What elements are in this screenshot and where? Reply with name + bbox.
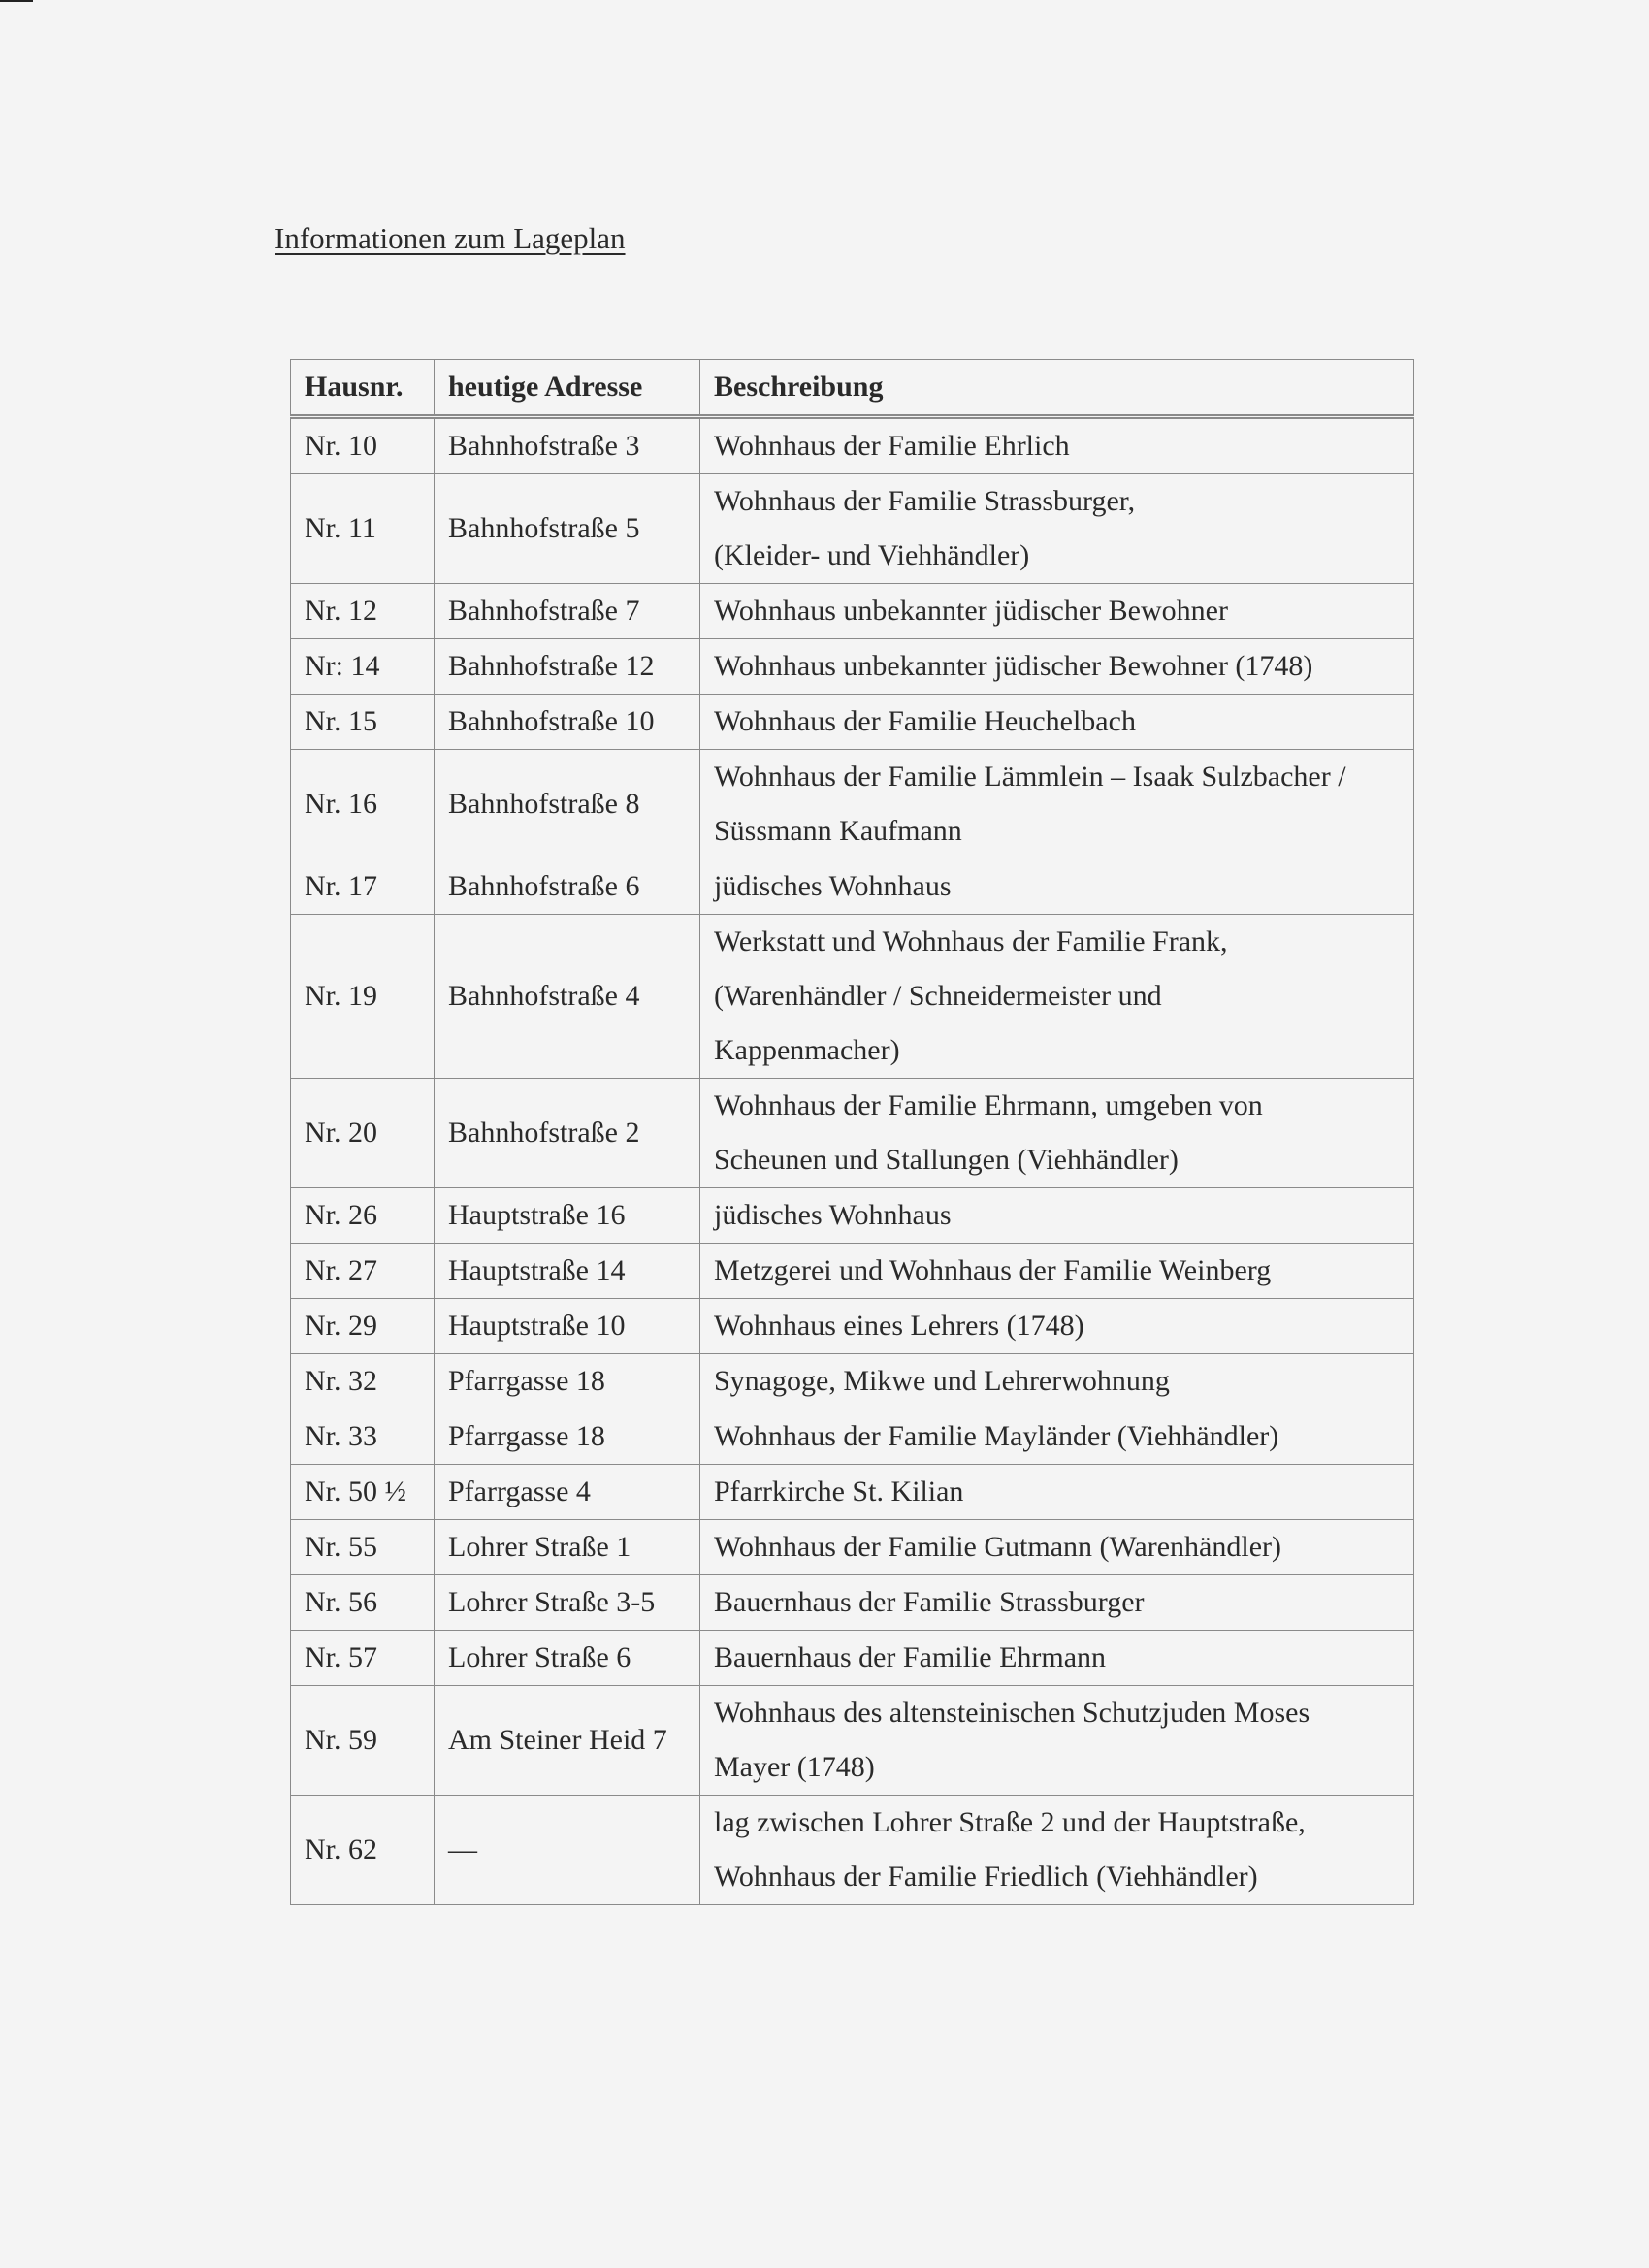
cell-beschreibung [700,1686,1414,1796]
cell-beschreibung [700,1354,1414,1409]
description-line: Wohnhaus der Familie Friedlich (Viehhändler) [714,1861,1258,1893]
cell-hausnr: Nr. 26 [291,1188,435,1244]
table-row [291,750,1414,859]
description-line: Wohnhaus der Familie Ehrlich [714,430,1070,462]
table-body [291,417,1414,1905]
table-header-row [291,360,1414,417]
cell-beschreibung [700,1796,1414,1905]
table-row [291,474,1414,584]
table-row [291,1575,1414,1631]
cell-adresse: Bahnhofstraße 6 [435,859,700,915]
table-row [291,695,1414,750]
table-row [291,639,1414,695]
description-line: Wohnhaus der Familie Strassburger, [714,485,1136,517]
cell-hausnr: Nr. 57 [291,1631,435,1686]
description-line: Kappenmacher) [714,1034,900,1066]
cell-adresse: Bahnhofstraße 12 [435,639,700,695]
cell-beschreibung [700,915,1414,1079]
cell-adresse: Bahnhofstraße 2 [435,1079,700,1188]
column-header-beschreibung: Beschreibung [700,360,1414,417]
description-line: Wohnhaus der Familie Mayländer (Viehhändler) [714,1420,1279,1452]
cell-hausnr: Nr. 19 [291,915,435,1079]
cell-hausnr: Nr. 12 [291,584,435,639]
description-line: Wohnhaus unbekannter jüdischer Bewohner (1748) [714,650,1313,682]
cell-beschreibung [700,1409,1414,1465]
cell-beschreibung [700,417,1414,474]
cell-beschreibung [700,584,1414,639]
cell-hausnr: Nr. 15 [291,695,435,750]
column-header-adresse: heutige Adresse [435,360,700,417]
cell-adresse: Bahnhofstraße 5 [435,474,700,584]
cell-beschreibung [700,1299,1414,1354]
description-line: Wohnhaus eines Lehrers (1748) [714,1310,1084,1342]
table-row [291,1409,1414,1465]
table-row [291,1796,1414,1905]
description-line: Wohnhaus der Familie Gutmann (Warenhändler) [714,1531,1281,1563]
cell-adresse: Bahnhofstraße 4 [435,915,700,1079]
cell-adresse: Bahnhofstraße 7 [435,584,700,639]
description-line: jüdisches Wohnhaus [714,870,952,902]
table-row [291,1354,1414,1409]
table-row [291,1465,1414,1520]
table-row [291,1244,1414,1299]
description-line: Wohnhaus des altensteinischen Schutzjuden Moses [714,1697,1310,1729]
cell-adresse: Lohrer Straße 1 [435,1520,700,1575]
cell-beschreibung [700,1188,1414,1244]
cell-hausnr: Nr. 62 [291,1796,435,1905]
table-row [291,584,1414,639]
table-row [291,1631,1414,1686]
table-row [291,1188,1414,1244]
description-line: Scheunen und Stallungen (Viehhändler) [714,1144,1179,1176]
description-line: Bauernhaus der Familie Ehrmann [714,1641,1107,1673]
description-line: Pfarrkirche St. Kilian [714,1475,964,1507]
house-table [290,359,1414,1905]
table-row [291,1686,1414,1796]
cell-beschreibung [700,750,1414,859]
description-line: Wohnhaus der Familie Lämmlein – Isaak Sulzbacher / [714,761,1346,793]
cell-adresse: Pfarrgasse 18 [435,1409,700,1465]
cell-beschreibung [700,1520,1414,1575]
table-row [291,859,1414,915]
cell-beschreibung [700,1465,1414,1520]
cell-beschreibung [700,639,1414,695]
cell-beschreibung [700,695,1414,750]
description-line: Süssmann Kaufmann [714,815,962,847]
cell-hausnr: Nr. 55 [291,1520,435,1575]
table-row [291,1299,1414,1354]
cell-hausnr: Nr. 27 [291,1244,435,1299]
description-line: Wohnhaus der Familie Ehrmann, umgeben von [714,1089,1263,1121]
description-line: Bauernhaus der Familie Strassburger [714,1586,1145,1618]
page-title: Informationen zum Lageplan [275,221,626,255]
cell-beschreibung [700,1575,1414,1631]
description-line: (Warenhändler / Schneidermeister und [714,980,1162,1012]
cell-hausnr: Nr. 32 [291,1354,435,1409]
description-line: Werkstatt und Wohnhaus der Familie Frank, [714,925,1228,957]
description-line: jüdisches Wohnhaus [714,1199,952,1231]
cell-beschreibung [700,1079,1414,1188]
description-line: lag zwischen Lohrer Straße 2 und der Hauptstraße, [714,1806,1306,1838]
cell-adresse: Lohrer Straße 6 [435,1631,700,1686]
table-row [291,417,1414,474]
cell-adresse: Lohrer Straße 3-5 [435,1575,700,1631]
description-line: (Kleider- und Viehhändler) [714,539,1030,571]
cell-beschreibung [700,1244,1414,1299]
cell-adresse: Bahnhofstraße 8 [435,750,700,859]
cell-hausnr: Nr. 16 [291,750,435,859]
cell-beschreibung [700,474,1414,584]
description-line: Wohnhaus unbekannter jüdischer Bewohner [714,595,1228,627]
description-line: Mayer (1748) [714,1751,875,1783]
cell-beschreibung [700,859,1414,915]
cell-adresse: Hauptstraße 14 [435,1244,700,1299]
cell-hausnr: Nr. 56 [291,1575,435,1631]
cell-hausnr: Nr. 50 ½ [291,1465,435,1520]
table-row [291,1079,1414,1188]
scan-corner-mark [0,0,33,2]
cell-hausnr: Nr. 33 [291,1409,435,1465]
table-row [291,1520,1414,1575]
cell-hausnr: Nr. 20 [291,1079,435,1188]
description-line: Synagoge, Mikwe und Lehrerwohnung [714,1365,1170,1397]
cell-hausnr: Nr. 10 [291,417,435,474]
cell-hausnr: Nr. 59 [291,1686,435,1796]
table-row [291,915,1414,1079]
cell-hausnr: Nr: 14 [291,639,435,695]
cell-hausnr: Nr. 11 [291,474,435,584]
cell-hausnr: Nr. 17 [291,859,435,915]
column-header-hausnr: Hausnr. [291,360,435,417]
cell-adresse: Hauptstraße 10 [435,1299,700,1354]
cell-beschreibung [700,1631,1414,1686]
cell-hausnr: Nr. 29 [291,1299,435,1354]
cell-adresse: Hauptstraße 16 [435,1188,700,1244]
description-line: Metzgerei und Wohnhaus der Familie Weinberg [714,1254,1272,1286]
description-line: Wohnhaus der Familie Heuchelbach [714,705,1136,737]
cell-adresse: Bahnhofstraße 10 [435,695,700,750]
cell-adresse: Pfarrgasse 18 [435,1354,700,1409]
cell-adresse: — [435,1796,700,1905]
cell-adresse: Pfarrgasse 4 [435,1465,700,1520]
cell-adresse: Bahnhofstraße 3 [435,417,700,474]
cell-adresse: Am Steiner Heid 7 [435,1686,700,1796]
